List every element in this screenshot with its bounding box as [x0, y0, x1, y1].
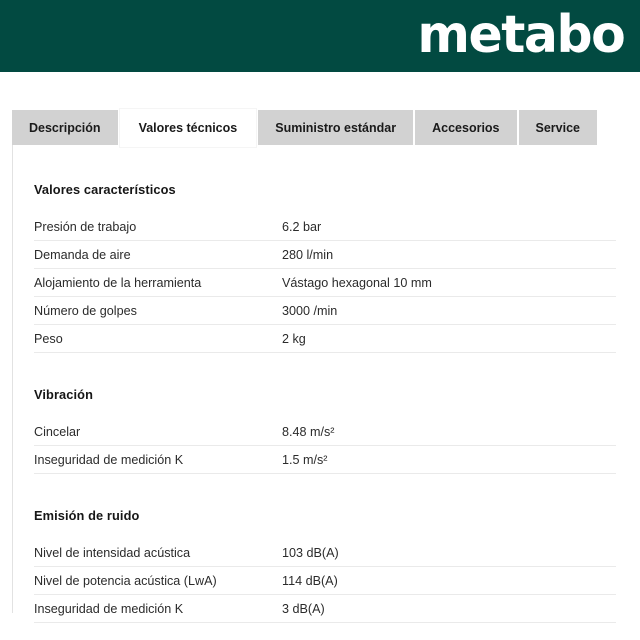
spec-row: [34, 325, 616, 353]
spec-row: [34, 567, 616, 595]
section-heading: Valores característicos: [34, 182, 176, 197]
spec-row: [34, 539, 616, 567]
tab-valores-t-cnicos[interactable]: Valores técnicos: [120, 109, 257, 147]
spec-label: Inseguridad de medición K: [34, 452, 184, 467]
spec-label: Peso: [34, 331, 63, 346]
spec-section: [34, 145, 616, 353]
specifications-panel: [12, 145, 622, 616]
spec-value: 6.2 bar: [282, 219, 322, 234]
section-heading: Emisión de ruido: [34, 508, 140, 523]
tab-bar: [12, 110, 622, 145]
spec-label: Número de golpes: [34, 303, 137, 318]
section-heading: Vibración: [34, 387, 93, 402]
spec-row: [34, 297, 616, 325]
tab-descripci-n[interactable]: Descripción: [12, 110, 118, 145]
spec-value: 3 dB(A): [282, 601, 325, 616]
tab-service[interactable]: Service: [519, 110, 597, 145]
spec-row: [34, 241, 616, 269]
spec-section: [34, 474, 616, 623]
spec-section: [34, 353, 616, 474]
spec-label: Inseguridad de medición K: [34, 601, 184, 616]
metabo-logo: metabo: [417, 5, 624, 65]
spec-row: [34, 213, 616, 241]
spec-row: [34, 418, 616, 446]
spec-label: Demanda de aire: [34, 247, 131, 262]
spec-label: Cincelar: [34, 424, 81, 439]
spec-value: 2 kg: [282, 331, 306, 346]
spec-row: [34, 595, 616, 623]
specifications-content: [13, 145, 622, 623]
spec-row: [34, 269, 616, 297]
spec-value: 114 dB(A): [282, 573, 338, 588]
spec-value: 8.48 m/s²: [282, 424, 335, 439]
spec-row: [34, 446, 616, 474]
spec-label: Nivel de potencia acústica (LwA): [34, 573, 217, 588]
spec-value: 280 l/min: [282, 247, 334, 262]
spec-value: Vástago hexagonal 10 mm: [282, 275, 432, 290]
spec-value: 103 dB(A): [282, 545, 339, 560]
brand-header: [0, 0, 640, 72]
tab-accesorios[interactable]: Accesorios: [415, 110, 516, 145]
spec-label: Alojamiento de la herramienta: [34, 275, 202, 290]
spec-value: 3000 /min: [282, 303, 338, 318]
tab-suministro-est-ndar[interactable]: Suministro estándar: [258, 110, 413, 145]
spec-label: Nivel de intensidad acústica: [34, 545, 191, 560]
spec-value: 1.5 m/s²: [282, 452, 328, 467]
spec-label: Presión de trabajo: [34, 219, 137, 234]
